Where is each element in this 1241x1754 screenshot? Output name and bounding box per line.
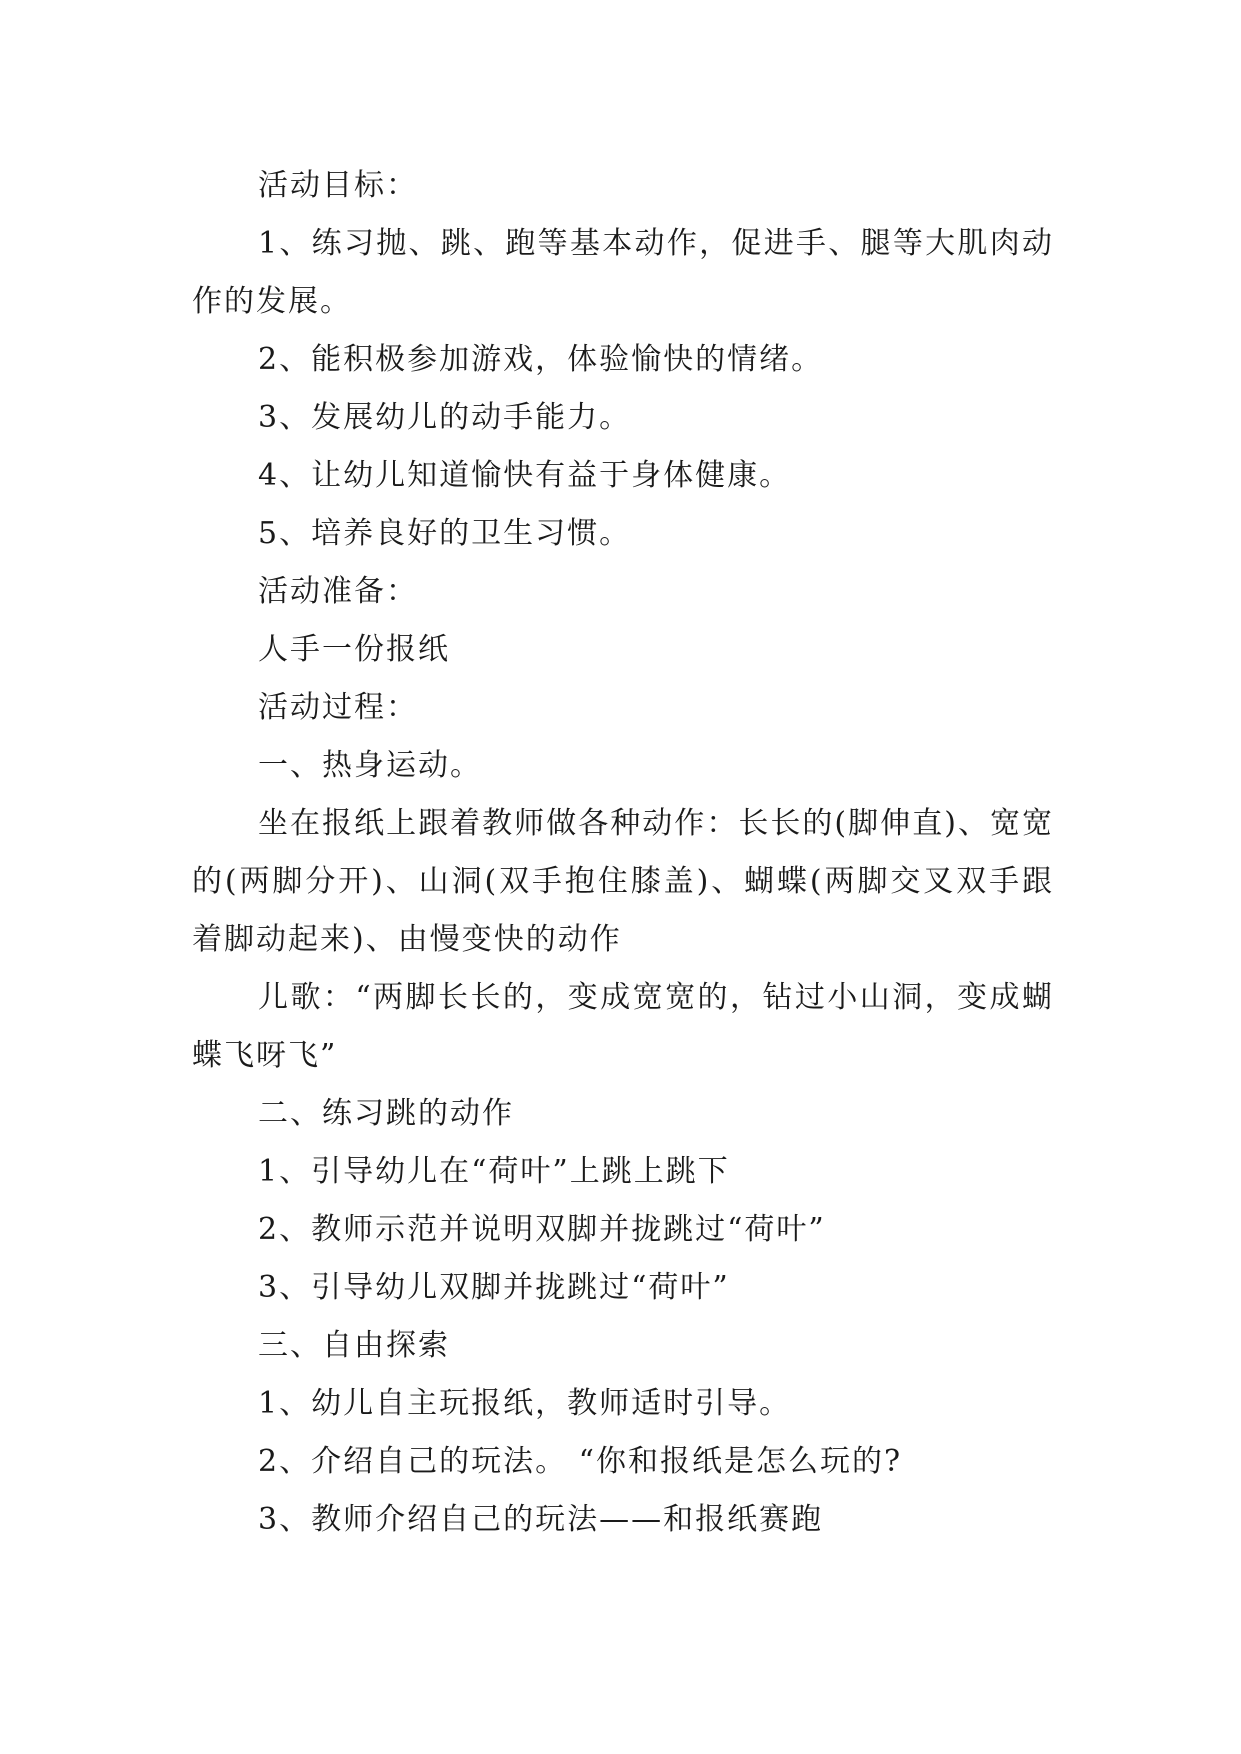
section-warmup-heading: 一、热身运动。: [258, 748, 482, 783]
goal-item-5: 5、培养良好的卫生习惯。: [258, 516, 632, 551]
nursery-rhyme: 儿歌：“两脚长长的，变成宽宽的，钻过小山洞，变成蝴蝶飞呀飞”: [192, 980, 1054, 1073]
goal-item-1: 1、练习抛、跳、跑等基本动作，促进手、腿等大肌肉动作的发展。: [192, 226, 1054, 319]
goal-item-4: 4、让幼儿知道愉快有益于身体健康。: [258, 458, 792, 493]
heading-activity-goals: 活动目标：: [258, 168, 418, 203]
jumping-step-2: 2、教师示范并说明双脚并拢跳过“荷叶”: [258, 1212, 826, 1247]
goal-item-2: 2、能积极参加游戏，体验愉快的情绪。: [258, 342, 824, 377]
section-jumping-heading: 二、练习跳的动作: [258, 1096, 514, 1131]
heading-activity-preparation: 活动准备：: [258, 574, 418, 609]
heading-activity-process: 活动过程：: [258, 690, 418, 725]
section-exploration-heading: 三、自由探索: [258, 1328, 450, 1363]
exploration-step-3: 3、教师介绍自己的玩法——和报纸赛跑: [258, 1502, 824, 1537]
warmup-description: 坐在报纸上跟着教师做各种动作：长长的(脚伸直)、宽宽的(两脚分开)、山洞(双手抱住膝盖)、蝴蝶(两脚交叉双手跟着脚动起来)、由慢变快的动作: [192, 806, 1054, 957]
exploration-step-1: 1、幼儿自主玩报纸，教师适时引导。: [258, 1386, 792, 1421]
preparation-item: 人手一份报纸: [258, 632, 450, 667]
document-body: [192, 157, 1054, 1549]
jumping-step-1: 1、引导幼儿在“荷叶”上跳上跳下: [258, 1154, 730, 1189]
goal-item-3: 3、发展幼儿的动手能力。: [258, 400, 632, 435]
exploration-step-2: 2、介绍自己的玩法。 “你和报纸是怎么玩的?: [258, 1444, 903, 1479]
jumping-step-3: 3、引导幼儿双脚并拢跳过“荷叶”: [258, 1270, 730, 1305]
